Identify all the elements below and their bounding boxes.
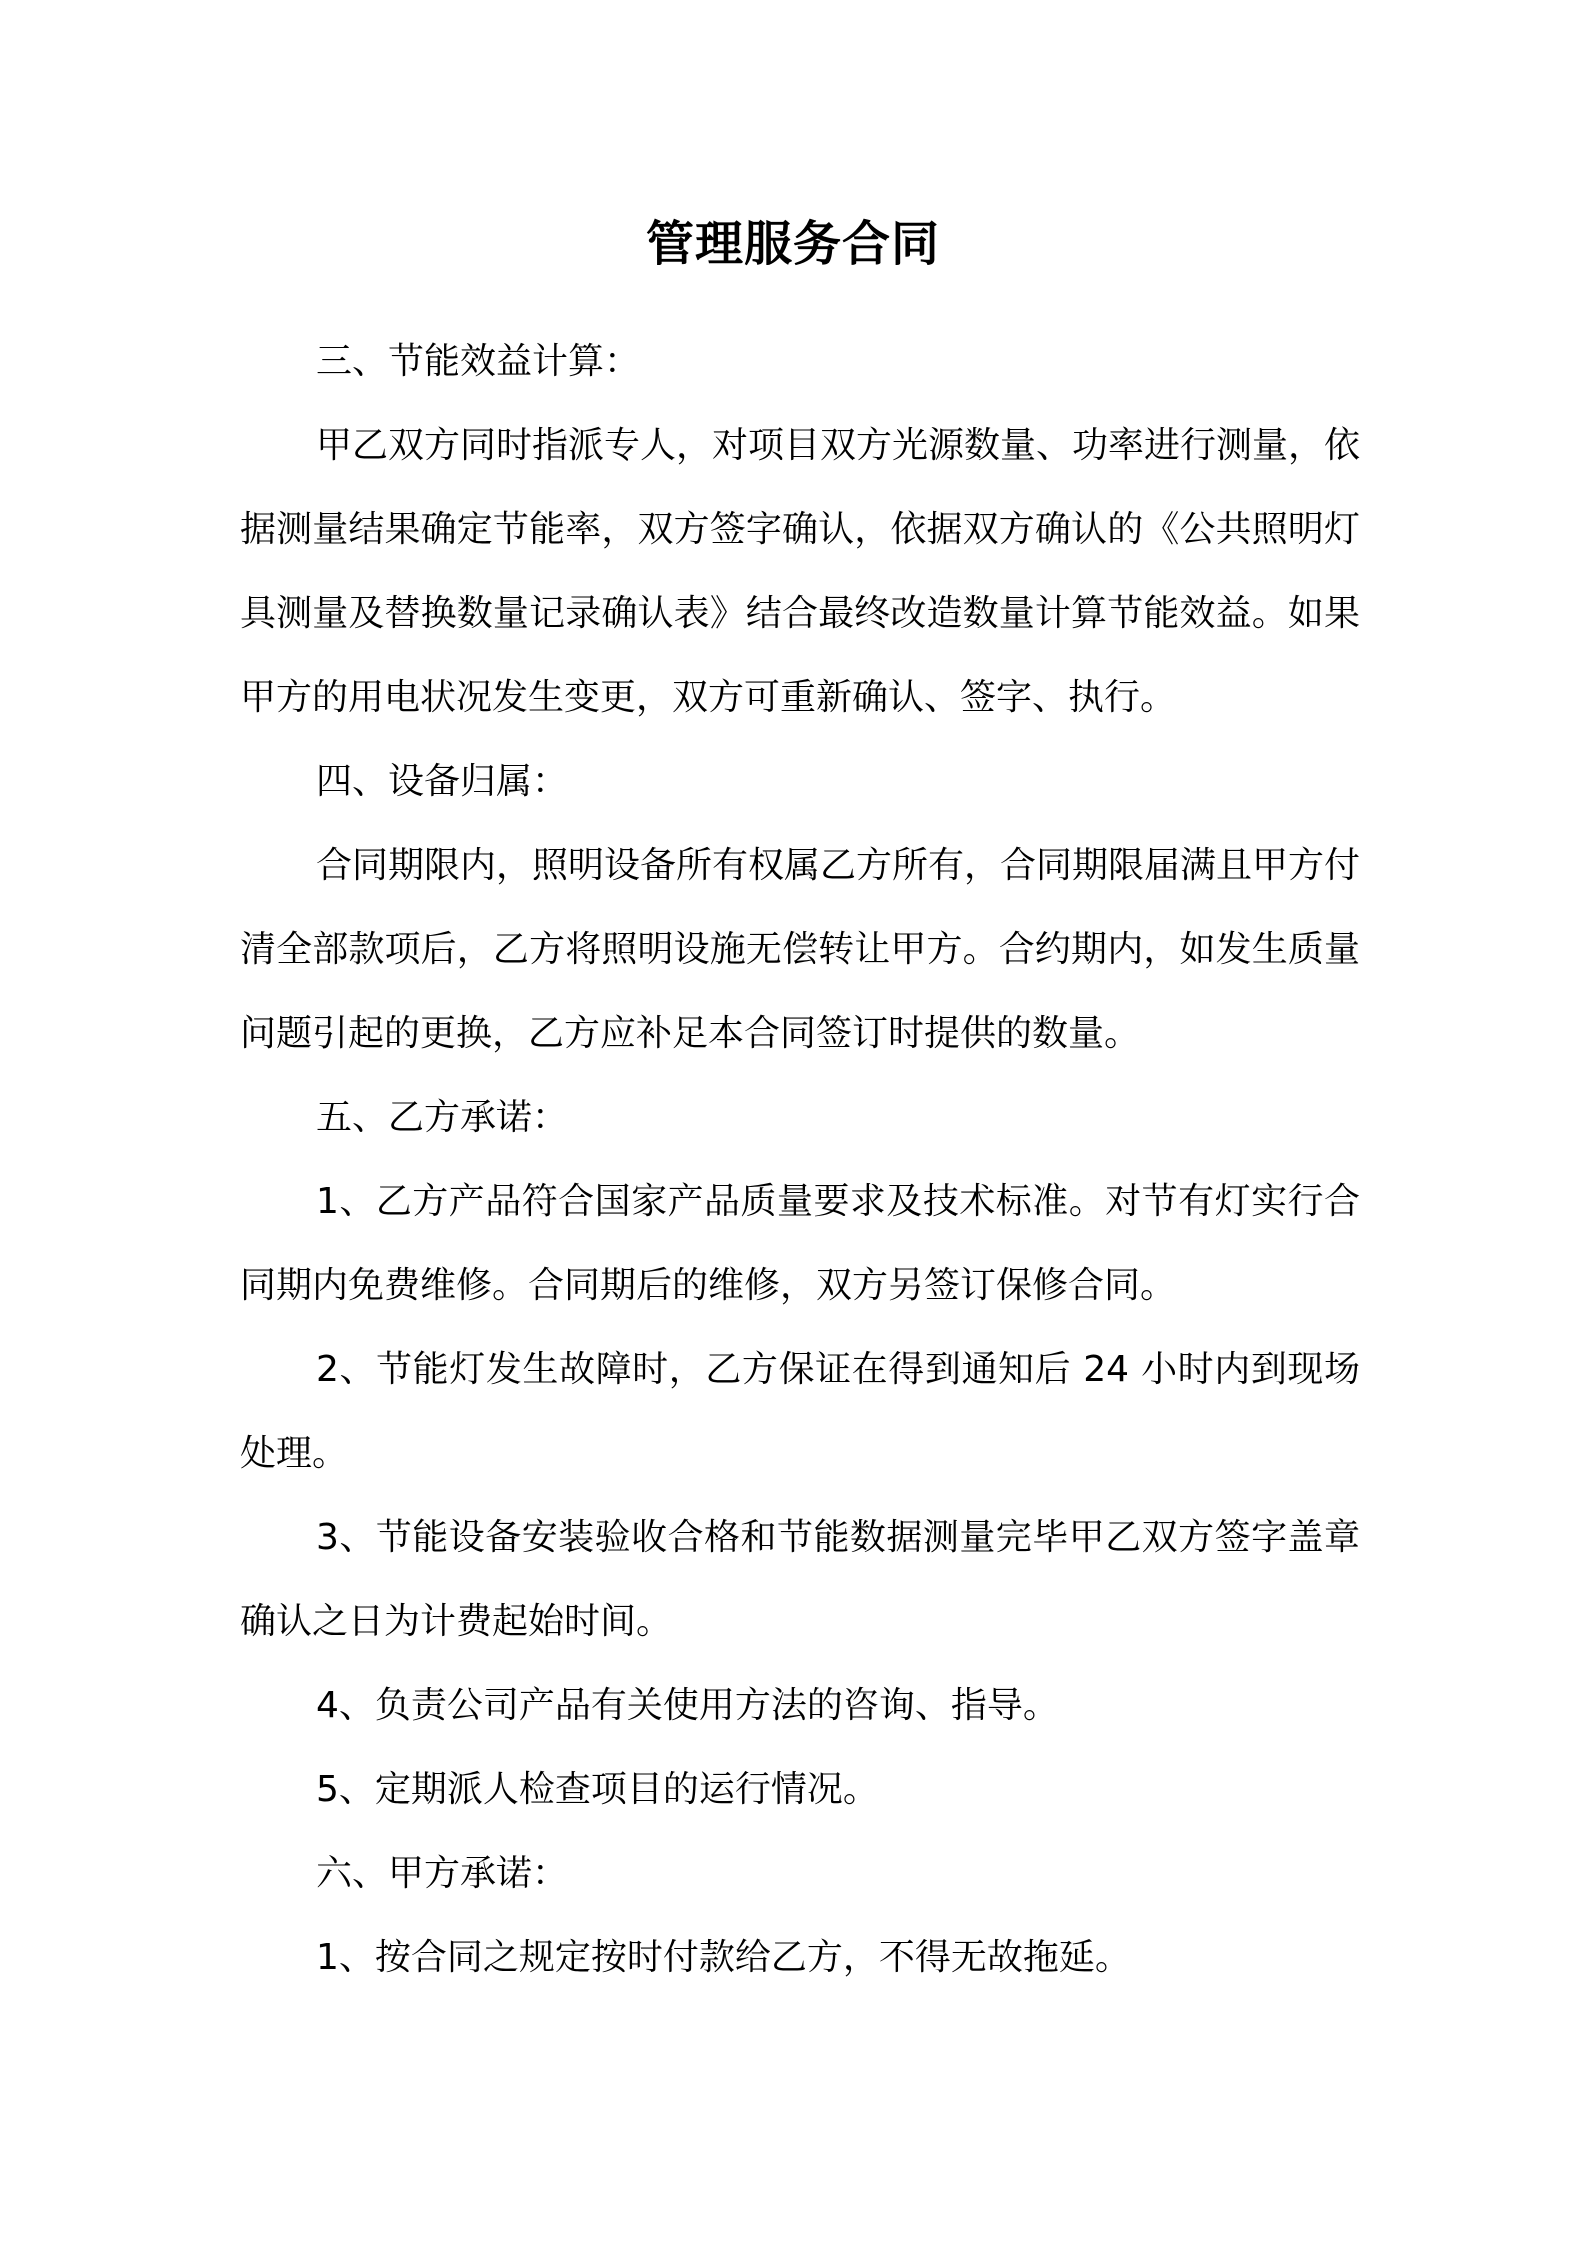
document-body [240, 320, 1360, 2000]
section-heading-party-a-commitment: 六、甲方承诺： [316, 1853, 569, 1894]
document-title: 管理服务合同 [645, 216, 940, 272]
section-heading-energy-benefit: 三、节能效益计算： [316, 341, 641, 382]
party-b-item-2: 2、节能灯发生故障时，乙方保证在得到通知后 24 小时内到现场处理。 [240, 1349, 1360, 1474]
section-heading-party-b-commitment: 五、乙方承诺： [316, 1097, 569, 1138]
paragraph-equipment-ownership: 合同期限内，照明设备所有权属乙方所有，合同期限届满且甲方付清全部款项后，乙方将照明设施无偿转让甲方。合约期内，如发生质量问题引起的更换，乙方应补足本合同签订时提供的数量。 [240, 845, 1361, 1054]
party-b-item-5: 5、定期派人检查项目的运行情况。 [316, 1769, 879, 1810]
party-a-item-1: 1、按合同之规定按时付款给乙方，不得无故拖延。 [316, 1937, 1131, 1978]
party-b-item-1: 1、乙方产品符合国家产品质量要求及技术标准。对节有灯实行合同期内免费维修。合同期后的维修，双方另签订保修合同。 [240, 1181, 1360, 1306]
paragraph-energy-benefit: 甲乙双方同时指派专人，对项目双方光源数量、功率进行测量，依据测量结果确定节能率，双方签字确认，依据双方确认的《公共照明灯具测量及替换数量记录确认表》结合最终改造数量计算节能效益。如果甲方的用电状况发生变更，双方可重新确认、签字、执行。 [240, 425, 1361, 718]
party-b-item-4: 4、负责公司产品有关使用方法的咨询、指导。 [316, 1685, 1059, 1726]
party-b-item-3: 3、节能设备安装验收合格和节能数据测量完毕甲乙双方签字盖章确认之日为计费起始时间。 [240, 1517, 1360, 1642]
section-heading-equipment-ownership: 四、设备归属： [316, 761, 569, 802]
